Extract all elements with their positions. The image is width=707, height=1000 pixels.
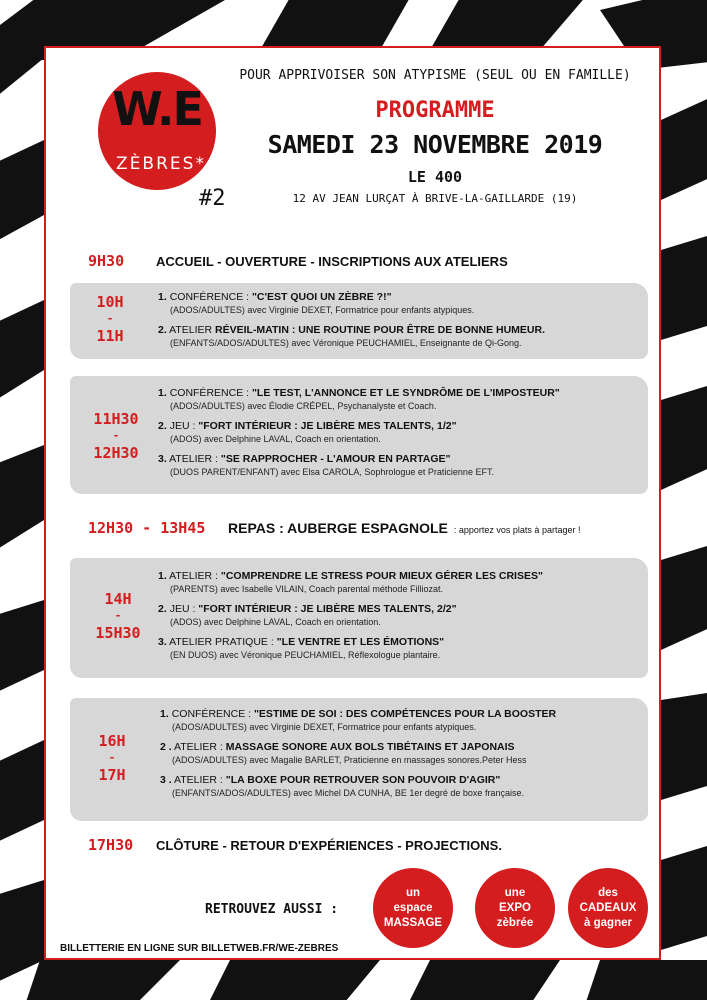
item-detail: (EN DUOS) avec Véronique PEUCHAMIEL, Réflexologue plantaire. <box>170 650 441 660</box>
item-title: "FORT INTÉRIEUR : JE LIBÈRE MES TALENTS, 2/2" <box>198 603 457 615</box>
list-item <box>160 740 642 766</box>
repas-row <box>88 519 580 541</box>
cloture-time: 17H30 <box>88 836 134 854</box>
item-detail: (PARENTS) avec Isabelle VILAIN, Coach parental méthode Filliozat. <box>170 584 443 594</box>
session-block-4 <box>70 698 648 821</box>
billetterie-link[interactable]: BILLETTERIE EN LIGNE SUR BILLETWEB.FR/WE-ZEBRES <box>60 943 339 954</box>
item-kind: ATELIER PRATIQUE : <box>169 636 277 648</box>
item-title: "FORT INTÉRIEUR : JE LIBÈRE MES TALENTS, 1/2" <box>198 420 457 432</box>
item-title: RÉVEIL-MATIN : UNE ROUTINE POUR ÊTRE DE BONNE HUMEUR. <box>215 324 545 336</box>
list-item <box>158 602 640 628</box>
cadeaux-circle <box>568 868 648 948</box>
item-title: "ESTIME DE SOI : DES COMPÉTENCES POUR LA BOOSTER <box>253 708 557 720</box>
session-items <box>160 707 642 806</box>
repas-time: 12H30 - 13H45 <box>88 519 206 537</box>
header-venue: LE 400 <box>407 168 463 186</box>
session-items <box>158 290 640 356</box>
item-title: "SE RAPPROCHER - L'AMOUR EN PARTAGE" <box>220 453 451 465</box>
item-kind: JEU : <box>169 420 199 432</box>
item-kind: ATELIER : <box>169 453 221 465</box>
session-time <box>70 291 150 347</box>
repas-note: : apportez vos plats à partager ! <box>453 525 581 535</box>
item-title: "COMPRENDRE LE STRESS POUR MIEUX GÉRER LES CRISES" <box>220 570 543 582</box>
time-end: 12H30 <box>93 444 139 462</box>
list-item <box>160 707 642 733</box>
item-detail: (ENFANTS/ADOS/ADULTES) avec Véronique PEUCHAMIEL, Enseignante de Qi-Gong. <box>170 338 522 348</box>
retrouvez-aussi: RETROUVEZ AUSSI : <box>205 902 339 917</box>
item-number: 3 . <box>160 774 172 786</box>
list-item <box>158 635 640 661</box>
item-detail: (ADOS/ADULTES) avec Virginie DEXET, Formatrice pour enfants atypiques. <box>172 722 477 732</box>
list-item <box>158 569 640 595</box>
item-kind: JEU : <box>169 603 199 615</box>
list-item <box>158 290 640 316</box>
time-start: 10H <box>96 293 124 311</box>
circle-line: espace <box>393 901 433 914</box>
massage-circle <box>373 868 453 948</box>
time-dash: - <box>108 751 116 764</box>
list-item <box>158 452 640 478</box>
item-number: 2. <box>158 324 167 336</box>
item-kind: ATELIER <box>169 324 216 336</box>
logo-we-text: W.E <box>112 82 202 136</box>
accueil-row <box>88 252 508 274</box>
time-end: 11H <box>96 327 124 345</box>
item-detail: (ADOS/ADULTES) avec Virginie DEXET, Formatrice pour enfants atypiques. <box>170 305 475 315</box>
repas-label: REPAS : AUBERGE ESPAGNOLE <box>228 520 448 536</box>
cloture-row <box>88 836 502 858</box>
time-start: 16H <box>98 732 126 750</box>
item-detail: (ENFANTS/ADOS/ADULTES) avec Michel DA CUNHA, BE 1er degré de boxe française. <box>172 788 524 798</box>
item-kind: ATELIER : <box>169 570 221 582</box>
header-subtitle: POUR APPRIVOISER SON ATYPISME (SEUL OU EN FAMILLE) <box>239 68 631 83</box>
time-start: 11H30 <box>93 410 139 428</box>
item-number: 3. <box>158 453 167 465</box>
time-end: 15H30 <box>95 624 141 642</box>
item-title: "LA BOXE POUR RETROUVER SON POUVOIR D'AGIR" <box>225 774 501 786</box>
circle-line: CADEAUX <box>579 901 637 914</box>
item-number: 1. <box>158 291 167 303</box>
item-title: "LE TEST, L'ANNONCE ET LE SYNDRÔME DE L'IMPOSTEUR" <box>251 387 560 399</box>
time-dash: - <box>106 312 114 325</box>
item-detail: (DUOS PARENT/ENFANT) avec Elsa CAROLA, Sophrologue et Praticienne EFT. <box>170 467 494 477</box>
header-date: SAMEDI 23 NOVEMBRE 2019 <box>267 130 603 159</box>
item-number: 1. <box>158 387 167 399</box>
item-number: 2 . <box>160 741 172 753</box>
item-detail: (ADOS/ADULTES) avec Magalie BARLET, Praticienne en massages sonores.Peter Hess <box>172 755 527 765</box>
session-items <box>158 569 640 668</box>
session-block-3 <box>70 558 648 678</box>
list-item <box>158 419 640 445</box>
session-block-2 <box>70 376 648 494</box>
session-items <box>158 386 640 485</box>
circle-line: des <box>598 886 618 899</box>
list-item <box>158 323 640 349</box>
circle-line: une <box>504 886 526 899</box>
session-block-1 <box>70 283 648 359</box>
time-dash: - <box>112 429 120 442</box>
item-number: 2. <box>158 603 167 615</box>
circle-line: EXPO <box>499 901 531 914</box>
expo-circle <box>475 868 555 948</box>
item-number: 2. <box>158 420 167 432</box>
time-dash: - <box>114 609 122 622</box>
item-kind: CONFÉRENCE : <box>169 291 252 303</box>
item-title: MASSAGE SONORE AUX BOLS TIBÉTAINS ET JAPONAIS <box>225 741 515 753</box>
item-number: 1. <box>160 708 169 720</box>
header-programme: PROGRAMME <box>375 98 495 123</box>
item-number: 1. <box>158 570 167 582</box>
header-address: 12 AV JEAN LURÇAT À BRIVE-LA-GAILLARDE (19) <box>292 192 578 205</box>
item-title: "LE VENTRE ET LES ÉMOTIONS" <box>276 636 445 648</box>
list-item <box>160 773 642 799</box>
circle-line: MASSAGE <box>383 916 443 929</box>
item-number: 3. <box>158 636 167 648</box>
item-kind: CONFÉRENCE : <box>171 708 254 720</box>
accueil-time: 9H30 <box>88 252 125 270</box>
circle-line: à gagner <box>584 916 632 929</box>
accueil-label: ACCUEIL - OUVERTURE - INSCRIPTIONS AUX ATELIERS <box>156 254 508 269</box>
circle-line: un <box>405 886 421 899</box>
edition-number: #2 <box>199 186 226 211</box>
item-kind: ATELIER : <box>174 741 226 753</box>
item-kind: ATELIER : <box>174 774 226 786</box>
list-item <box>158 386 640 412</box>
session-time <box>76 408 156 464</box>
session-time <box>78 588 158 644</box>
item-detail: (ADOS/ADULTES) avec Élodie CRÉPEL, Psychanalyste et Coach. <box>170 401 437 411</box>
circle-line: zèbrée <box>496 916 534 929</box>
logo-zebres-text: ZÈBRES* <box>116 154 206 174</box>
time-end: 17H <box>98 766 126 784</box>
item-title: "C'EST QUOI UN ZÈBRE ?!" <box>251 291 392 303</box>
item-detail: (ADOS) avec Delphine LAVAL, Coach en orientation. <box>170 617 381 627</box>
item-detail: (ADOS) avec Delphine LAVAL, Coach en orientation. <box>170 434 381 444</box>
session-time <box>72 730 152 786</box>
item-kind: CONFÉRENCE : <box>169 387 252 399</box>
time-start: 14H <box>104 590 132 608</box>
cloture-label: CLÔTURE - RETOUR D'EXPÉRIENCES - PROJECTIONS. <box>156 838 502 853</box>
